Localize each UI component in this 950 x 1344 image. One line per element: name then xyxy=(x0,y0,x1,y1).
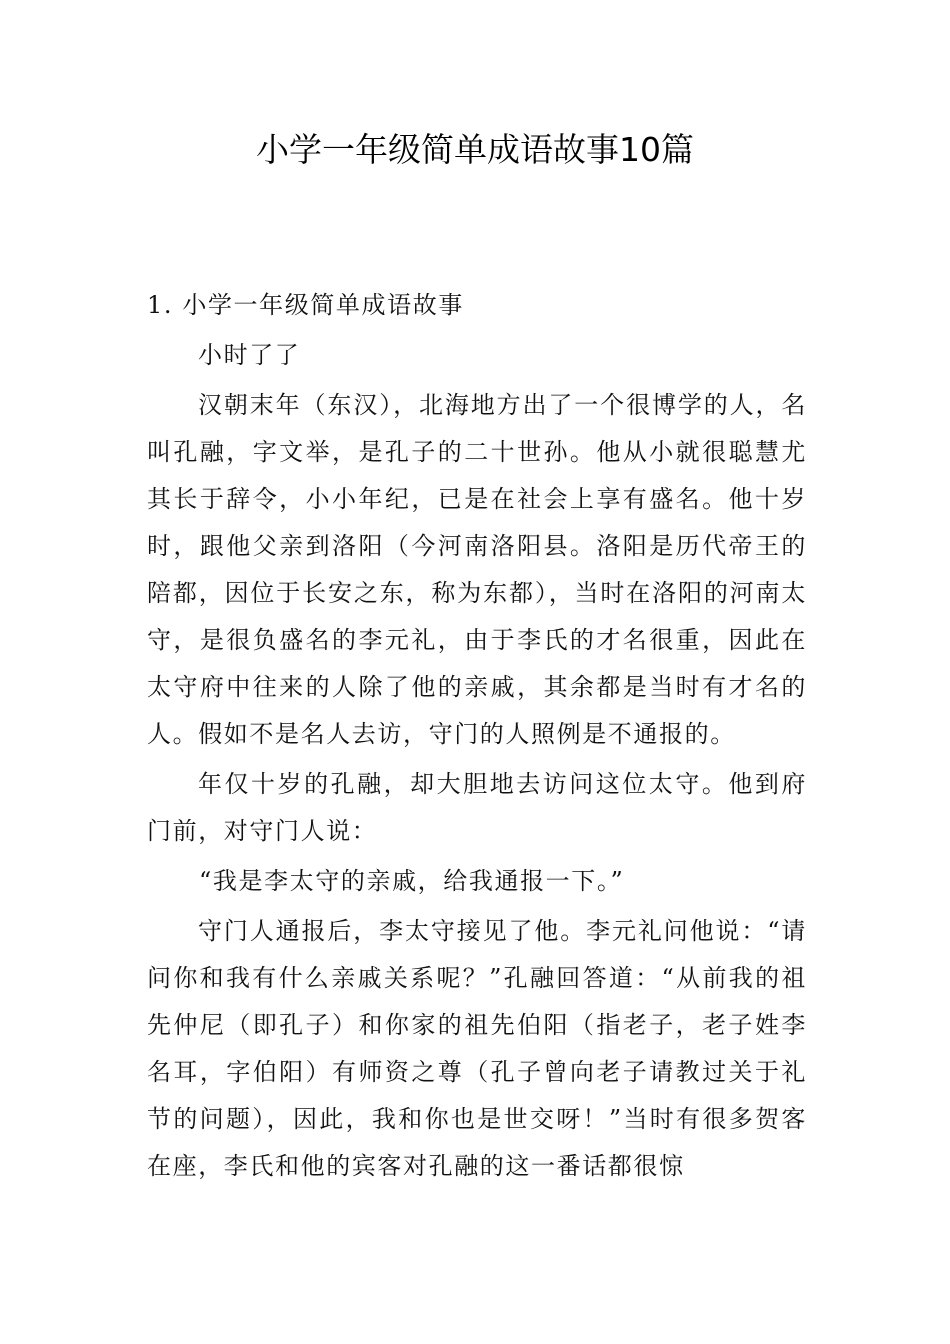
section-heading: 1. 小学一年级简单成语故事 xyxy=(147,291,464,319)
paragraph-1: 汉朝末年（东汉），北海地方出了一个很博学的人，名叫孔融，字文举，是孔子的二十世孙。他从小就很聪慧尤其长于辞令，小小年纪，已是在社会上享有盛名。他十岁时，跟他父亲到洛阳（今河南洛阳县。洛阳是历代帝王的陪都，因位于长安之东，称为东都），当时在洛阳的河南太守，是很负盛名的李元礼，由于李氏的才名很重，因此在太守府中往来的人除了他的亲戚，其余都是当时有才名的人。假如不是名人去访，守门的人照例是不通报的。 xyxy=(147,391,807,748)
document-title: 小学一年级简单成语故事10篇 xyxy=(256,130,694,169)
story-title: 小时了了 xyxy=(198,341,301,369)
paragraph-4: 守门人通报后，李太守接见了他。李元礼问他说：“请问你和我有什么亲戚关系呢？”孔融回答道：“从前我的祖先仲尼（即孔子）和你家的祖先伯阳（指老子，老子姓李名耳，字伯阳）有师资之尊（孔子曾向老子请教过关于礼节的问题），因此，我和你也是世交呀！”当时有很多贺客在座，李氏和他的宾客对孔融的这一番话都很惊 xyxy=(147,917,807,1180)
paragraph-2: 年仅十岁的孔融，却大胆地去访问这位太守。他到府门前，对守门人说： xyxy=(147,770,807,845)
document-body xyxy=(147,282,807,1193)
paragraph-3: “我是李太守的亲戚，给我通报一下。” xyxy=(199,867,625,895)
